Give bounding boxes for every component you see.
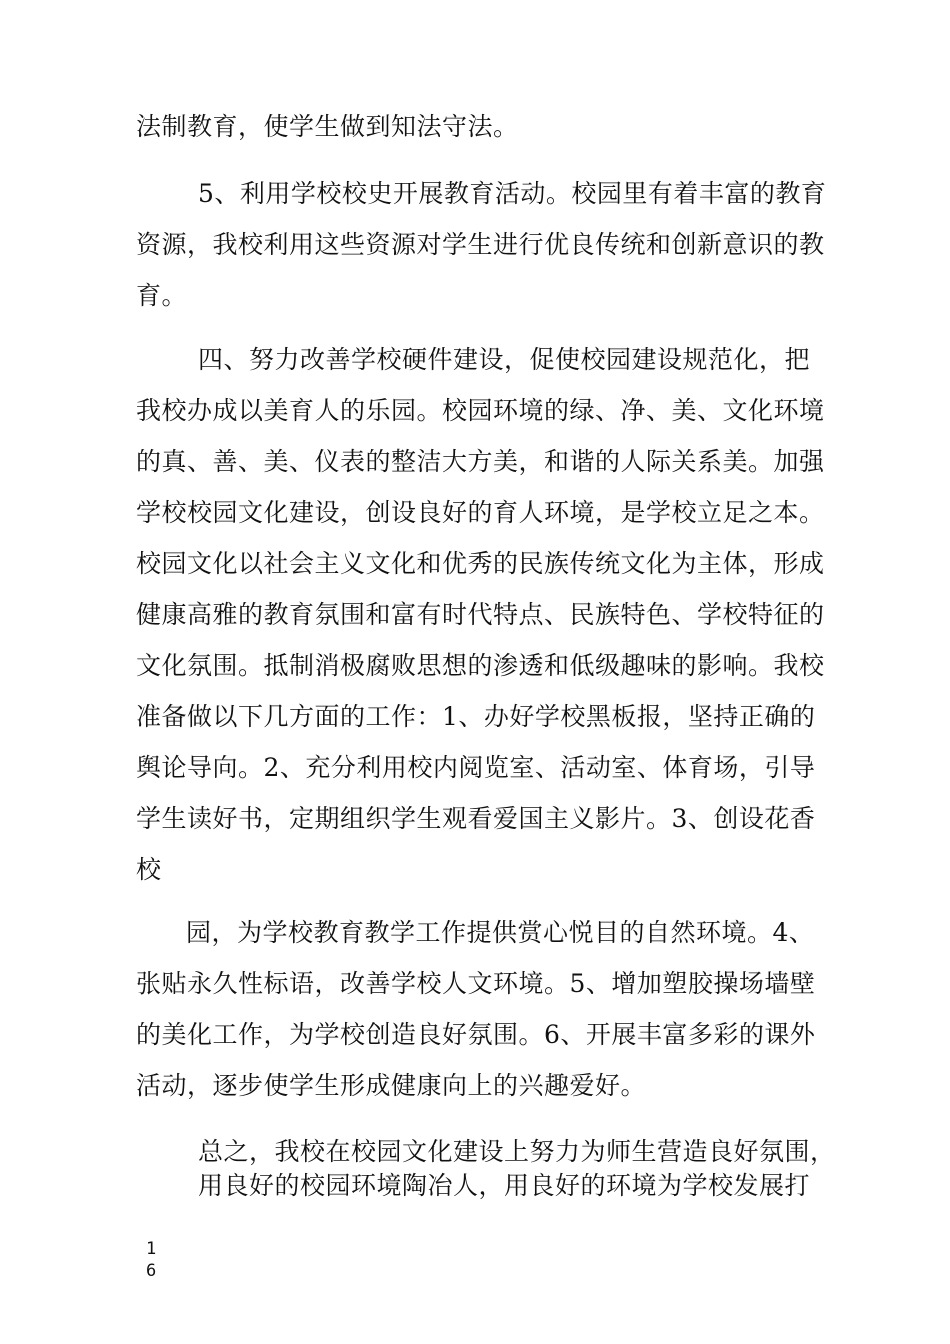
text-line: 文化氛围。抵制消极腐败思想的渗透和低级趣味的影响。我校 — [136, 651, 825, 680]
text-line: 校 — [136, 855, 162, 884]
text-line: 园，为学校教育教学工作提供赏心悦目的自然环境。4、 — [186, 918, 815, 947]
text-line: 舆论导向。2、充分利用校内阅览室、活动室、体育场，引导 — [136, 753, 816, 782]
text-line: 总之，我校在校园文化建设上努力为师生营造良好氛围， — [198, 1137, 836, 1166]
text-line: 张贴永久性标语，改善学校人文环境。5、增加塑胶操场墙壁 — [136, 969, 816, 998]
page-number-digit: 6 — [146, 1261, 157, 1281]
text-line: 的真、善、美、仪表的整洁大方美，和谐的人际关系美。加强 — [136, 447, 825, 476]
text-line: 健康高雅的教育氛围和富有时代特点、民族特色、学校特征的 — [136, 600, 825, 629]
text-line: 我校办成以美育人的乐园。校园环境的绿、净、美、文化环境 — [136, 396, 825, 425]
text-line: 5、利用学校校史开展教育活动。校园里有着丰富的教育 — [198, 179, 827, 208]
text-line: 资源，我校利用这些资源对学生进行优良传统和创新意识的教 — [136, 230, 825, 259]
text-line: 育。 — [136, 281, 188, 310]
text-line: 学校校园文化建设，创设良好的育人环境，是学校立足之本。 — [136, 498, 825, 527]
text-line: 校园文化以社会主义文化和优秀的民族传统文化为主体，形成 — [136, 549, 825, 578]
text-line: 用良好的校园环境陶冶人，用良好的环境为学校发展打 — [198, 1171, 811, 1200]
page-number-digit: 1 — [146, 1239, 157, 1259]
text-line: 的美化工作，为学校创造良好氛围。6、开展丰富多彩的课外 — [136, 1020, 816, 1049]
text-line: 活动，逐步使学生形成健康向上的兴趣爱好。 — [136, 1071, 647, 1100]
text-line: 四、努力改善学校硬件建设，促使校园建设规范化，把 — [198, 345, 811, 374]
text-line: 准备做以下几方面的工作：1、办好学校黑板报，坚持正确的 — [136, 702, 816, 731]
text-line: 法制教育，使学生做到知法守法。 — [136, 112, 519, 141]
text-line: 学生读好书，定期组织学生观看爱国主义影片。3、创设花香 — [136, 804, 816, 833]
